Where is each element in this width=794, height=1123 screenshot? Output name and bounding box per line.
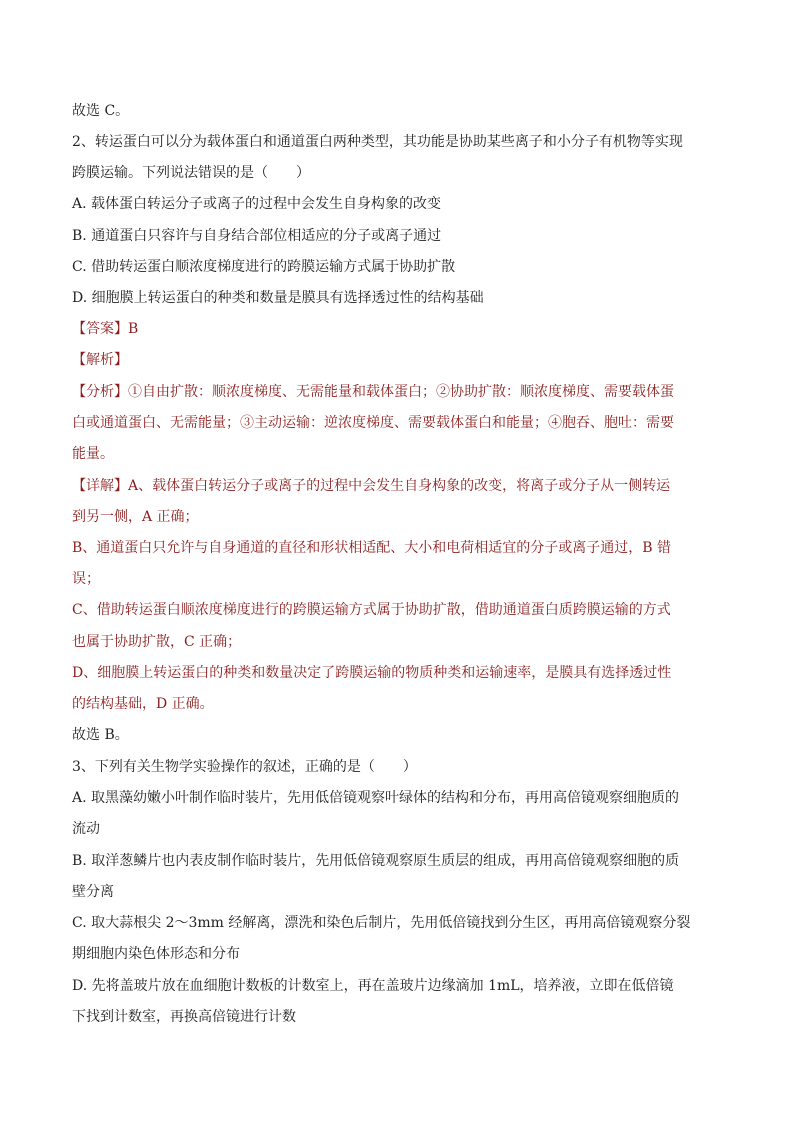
detail-b-line1: B、通道蛋白只允许与自身通道的直径和形状相适配、大小和电荷相适宜的分子或离子通过，B 错 xyxy=(72,540,672,556)
question-3-option-c-line1: C. 取大蒜根尖 2～3mm 经解离，漂洗和染色后制片，先用低倍镜找到分生区，再用高倍镜观察分裂 xyxy=(72,915,691,931)
answer-label: 【答案】B xyxy=(72,321,139,337)
detail-a-line1: 【详解】A、载体蛋白转运分子或离子的过程中会发生自身构象的改变，将离子或分子从一侧转运 xyxy=(72,478,671,494)
question-3-option-c-line2: 期细胞内染色体形态和分布 xyxy=(72,946,240,962)
detail-d-line1: D、细胞膜上转运蛋白的种类和数量决定了跨膜运输的物质种类和运输速率，是膜具有选择透过性 xyxy=(72,665,672,681)
question-2-stem-line2: 跨膜运输。下列说法错误的是（ ） xyxy=(72,165,310,181)
analysis-heading: 【解析】 xyxy=(72,352,128,368)
analysis-line1: 【分析】①自由扩散：顺浓度梯度、无需能量和载体蛋白；②协助扩散：顺浓度梯度、需要载体蛋 xyxy=(72,384,674,400)
question-2-option-d: D. 细胞膜上转运蛋白的种类和数量是膜具有选择透过性的结构基础 xyxy=(72,290,484,306)
analysis-line3: 能量。 xyxy=(72,446,114,462)
question-3-option-d-line2: 下找到计数室，再换高倍镜进行计数 xyxy=(72,1009,296,1025)
analysis-line2: 白或通道蛋白、无需能量；③主动运输：逆浓度梯度、需要载体蛋白和能量；④胞吞、胞吐：需要 xyxy=(72,415,674,431)
detail-c-line2: 也属于协助扩散，C 正确； xyxy=(72,634,242,650)
detail-d-line2: 的结构基础，D 正确。 xyxy=(72,696,214,712)
detail-b-line2: 误； xyxy=(72,571,100,587)
question-2-option-a: A. 载体蛋白转运分子或离子的过程中会发生自身构象的改变 xyxy=(72,196,442,212)
question-2-option-c: C. 借助转运蛋白顺浓度梯度进行的跨膜运输方式属于协助扩散 xyxy=(72,259,456,275)
question-3-option-d-line1: D. 先将盖玻片放在血细胞计数板的计数室上，再在盖玻片边缘滴加 1mL，培养液，立即在低倍镜 xyxy=(72,978,674,994)
detail-c-line1: C、借助转运蛋白顺浓度梯度进行的跨膜运输方式属于协助扩散，借助通道蛋白质跨膜运输的方式 xyxy=(72,602,671,618)
question-3-option-a-line2: 流动 xyxy=(72,821,100,837)
question-3-stem: 3、下列有关生物学实验操作的叙述，正确的是（ ） xyxy=(72,759,417,775)
question-3-option-a-line1: A. 取黑藻幼嫩小叶制作临时装片，先用低倍镜观察叶绿体的结构和分布，再用高倍镜观察细胞质的 xyxy=(72,790,680,806)
question-2-option-b: B. 通道蛋白只容许与自身结合部位相适应的分子或离子通过 xyxy=(72,228,442,244)
question-2-stem-line1: 2、转运蛋白可以分为载体蛋白和通道蛋白两种类型，其功能是协助某些离子和小分子有机物等实现 xyxy=(72,134,683,150)
answer-conclusion-q2: 故选 B。 xyxy=(72,727,129,743)
question-3-option-b-line1: B. 取洋葱鳞片也内表皮制作临时装片，先用低倍镜观察原生质层的组成，再用高倍镜观察细胞的质 xyxy=(72,853,680,869)
detail-a-line2: 到另一侧，A 正确； xyxy=(72,509,199,525)
answer-conclusion-q1: 故选 C。 xyxy=(72,103,130,119)
question-3-option-b-line2: 壁分离 xyxy=(72,884,114,900)
